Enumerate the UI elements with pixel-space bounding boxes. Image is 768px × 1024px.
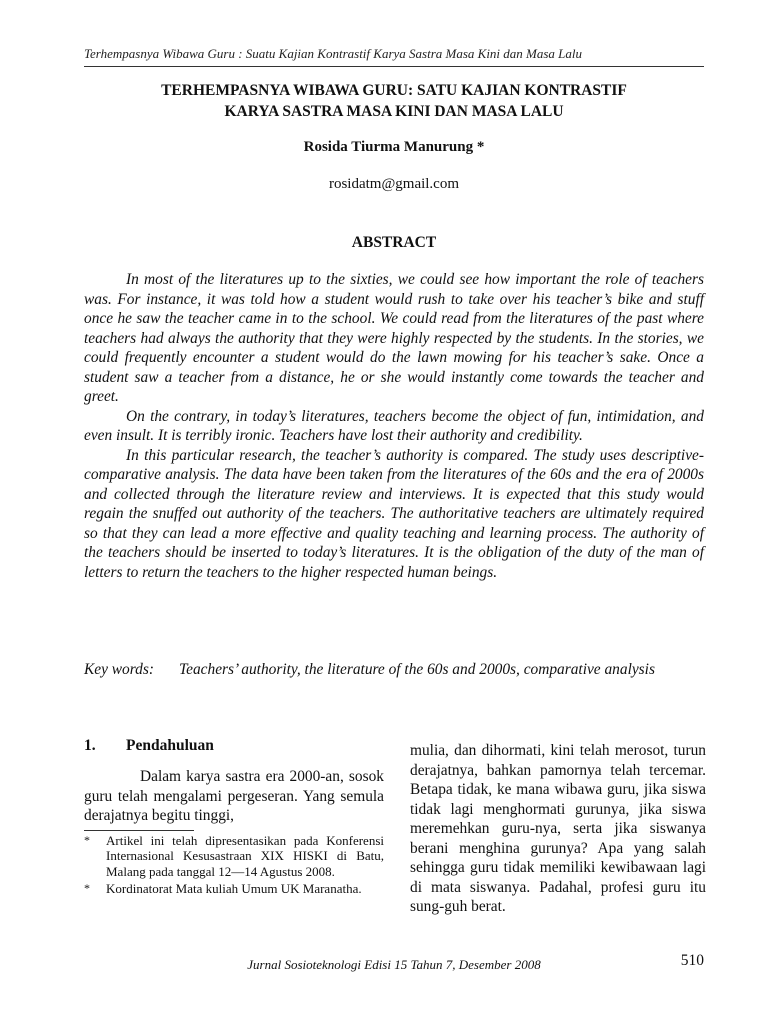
title-line-2: KARYA SASTRA MASA KINI DAN MASA LALU	[224, 103, 564, 120]
keywords-label: Key words:	[84, 661, 154, 678]
author-name: Rosida Tiurma Manurung *	[303, 139, 485, 155]
page-number: 510	[680, 952, 704, 969]
title-line-1: TERHEMPASNYA WIBAWA GURU: SATU KAJIAN KONTRASTIF	[161, 82, 627, 99]
footnote-rule	[84, 830, 194, 831]
abstract-paragraph-2: On the contrary, in today’s literatures, teachers become the object of fun, intimidation, and even insult. It is terribly ironic. Teachers have lost their authority and credibility.	[84, 407, 704, 444]
footnote-mark: *	[84, 832, 90, 847]
footer-journal: Jurnal Sosioteknologi Edisi 15 Tahun 7, Desember 2008	[247, 957, 541, 972]
footnote-mark: *	[84, 881, 90, 896]
running-head: Terhempasnya Wibawa Guru : Suatu Kajian Kontrastif Karya Sastra Masa Kini dan Masa Lalu	[84, 46, 583, 61]
section-title: Pendahuluan	[126, 737, 214, 754]
intro-paragraph-start: Dalam karya sastra era 2000-an, sosok guru telah mengalami pergeseran. Yang semula derajatnya begitu tinggi,	[84, 768, 384, 824]
footnote-text: Kordinatorat Mata kuliah Umum UK Maranatha.	[106, 881, 362, 897]
section-number: 1.	[84, 737, 96, 754]
abstract-paragraph-3: In this particular research, the teacher’s authority is compared. The study uses descriptive-comparative analysis. The data have been taken from the literatures of the 60s and the era of 2000s and collected through the literature review and interviews. It is expected that this study would regain the snuffed out authority of the teachers. The authoritative teachers are ultimately required so that they can lead a more effective and quality teaching and learning process. The authority of the teachers should be inserted to today’s literatures. It is the obligation of the duty of the man of letters to return the teachers to the higher respected human beings.	[84, 446, 704, 581]
author-email: rosidatm@gmail.com	[328, 176, 460, 192]
right-column: mulia, dan dihormati, kini telah merosot, turun derajatnya, bahkan pamornya telah tercemar. Betapa tidak, ke mana wibawa guru, jika siswa tidak lagi menghormati gurunya, jika siswa meremehkan guru-nya, serta jika siswanya berani menghina gurunya? Apa yang salah sehingga guru tidak memiliki kewibawaan lagi di mata siswanya. Padahal, profesi guru itu sung-guh berat.	[410, 742, 706, 915]
page-footer	[84, 952, 704, 975]
section-heading	[84, 737, 384, 755]
abstract-body	[84, 270, 704, 582]
left-column	[84, 737, 384, 897]
keywords	[84, 660, 704, 680]
footnote	[84, 881, 384, 897]
header-rule	[84, 66, 704, 67]
keywords-text: Teachers’ authority, the literature of the 60s and 2000s, comparative analysis	[179, 661, 655, 678]
abstract-heading: ABSTRACT	[351, 234, 437, 251]
abstract-paragraph-1: In most of the literatures up to the sixties, we could see how important the role of teachers was. For instance, it was told how a student would rush to take over his teacher’s bike and stuff once he saw the teacher came in to the school. We could read from the literatures of the past where teachers had always the authority that they were highly respected by the students. In the stories, we could frequently encounter a student would do the lawn mowing for his teacher’s sake. Once a student saw a teacher from a distance, he or she would instantly come towards the teacher and greet.	[84, 271, 704, 405]
footnote-text: Artikel ini telah dipresentasikan pada Konferensi Internasional Kesusastraan XIX HISKI di Batu, Malang pada tanggal 12—14 Agustus 2008.	[106, 832, 384, 879]
footnote	[84, 833, 384, 880]
paper-title	[84, 80, 704, 122]
